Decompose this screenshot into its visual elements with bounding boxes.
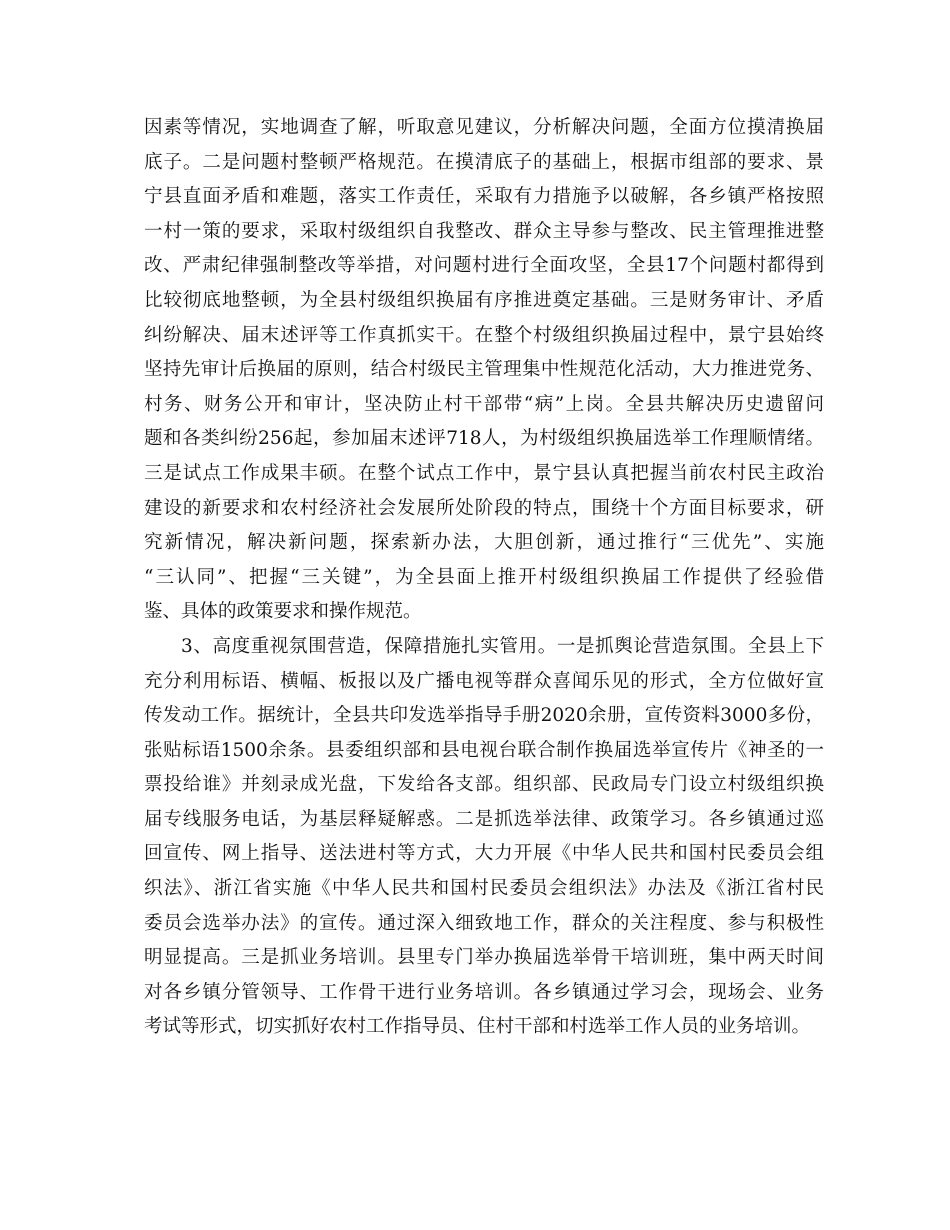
body-text bbox=[144, 111, 824, 1045]
text-line: 对各乡镇分管领导、工作骨干进行业务培训。各乡镇通过学习会，现场会、业务 bbox=[144, 981, 824, 1003]
text-line: 回宣传、网上指导、送法进村等方式，大力开展《中华人民共和国村民委员会组 bbox=[144, 843, 824, 865]
text-line: 届专线服务电话，为基层释疑解惑。二是抓选举法律、政策学习。各乡镇通过巡 bbox=[144, 808, 824, 830]
text-line: 建设的新要求和农村经济社会发展所处阶段的特点，围绕十个方面目标要求，研 bbox=[144, 497, 824, 519]
text-line: 底子。二是问题村整顿严格规范。在摸清底子的基础上，根据市组部的要求、景 bbox=[144, 151, 824, 173]
text-line: 一村一策的要求，采取村级组织自我整改、群众主导参与整改、民主管理推进整 bbox=[144, 220, 824, 242]
text-line: 究新情况，解决新问题，探索新办法，大胆创新，通过推行“三优先”、实施 bbox=[144, 532, 824, 554]
text-line: 因素等情况，实地调查了解，听取意见建议，分析解决问题，全面方位摸清换届 bbox=[144, 117, 824, 138]
text-line: 三是试点工作成果丰硕。在整个试点工作中，景宁县认真把握当前农村民主政治 bbox=[144, 462, 824, 484]
text-line: “三认同”、把握“三关键”，为全县面上推开村级组织换届工作提供了经验借 bbox=[144, 566, 824, 588]
text-line: 比较彻底地整顿，为全县村级组织换届有序推进奠定基础。三是财务审计、矛盾 bbox=[144, 289, 824, 311]
paragraph-end-line: 鉴、具体的政策要求和操作规范。 bbox=[144, 601, 422, 623]
paragraph-start-line: 3、高度重视氛围营造，保障措施扎实管用。一是抓舆论营造氛围。全县上下 bbox=[181, 635, 824, 657]
text-line: 充分利用标语、横幅、板报以及广播电视等群众喜闻乐见的形式，全方位做好宣 bbox=[144, 670, 824, 692]
text-line: 坚持先审计后换届的原则，结合村级民主管理集中性规范化活动，大力推进党务、 bbox=[144, 359, 824, 381]
text-line: 村务、财务公开和审计，坚决防止村干部带“病”上岗。全县共解决历史遗留问 bbox=[144, 393, 824, 415]
text-line: 传发动工作。据统计，全县共印发选举指导手册2020余册，宣传资料3000多份， bbox=[144, 705, 824, 727]
text-line: 织法》、浙江省实施《中华人民共和国村民委员会组织法》办法及《浙江省村民 bbox=[144, 878, 824, 900]
text-line: 改、严肃纪律强制整改等举措，对问题村进行全面攻坚，全县17个问题村都得到 bbox=[144, 255, 824, 277]
text-line: 纠纷解决、届末述评等工作真抓实干。在整个村级组织换届过程中，景宁县始终 bbox=[144, 324, 824, 346]
text-line: 明显提高。三是抓业务培训。县里专门举办换届选举骨干培训班，集中两天时间 bbox=[144, 947, 824, 969]
text-line: 张贴标语1500余条。县委组织部和县电视台联合制作换届选举宣传片《神圣的一 bbox=[144, 739, 824, 761]
text-line: 委员会选举办法》的宣传。通过深入细致地工作，群众的关注程度、参与积极性 bbox=[144, 912, 824, 934]
paragraph-end-line: 考试等形式，切实抓好农村工作指导员、住村干部和村选举工作人员的业务培训。 bbox=[144, 1016, 811, 1038]
text-line: 宁县直面矛盾和难题，落实工作责任，采取有力措施予以破解，各乡镇严格按照 bbox=[144, 186, 824, 208]
text-line: 题和各类纠纷256起，参加届末述评718人，为村级组织换届选举工作理顺情绪。 bbox=[144, 428, 824, 450]
text-line: 票投给谁》并刻录成光盘，下发给各支部。组织部、民政局专门设立村级组织换 bbox=[144, 774, 824, 796]
